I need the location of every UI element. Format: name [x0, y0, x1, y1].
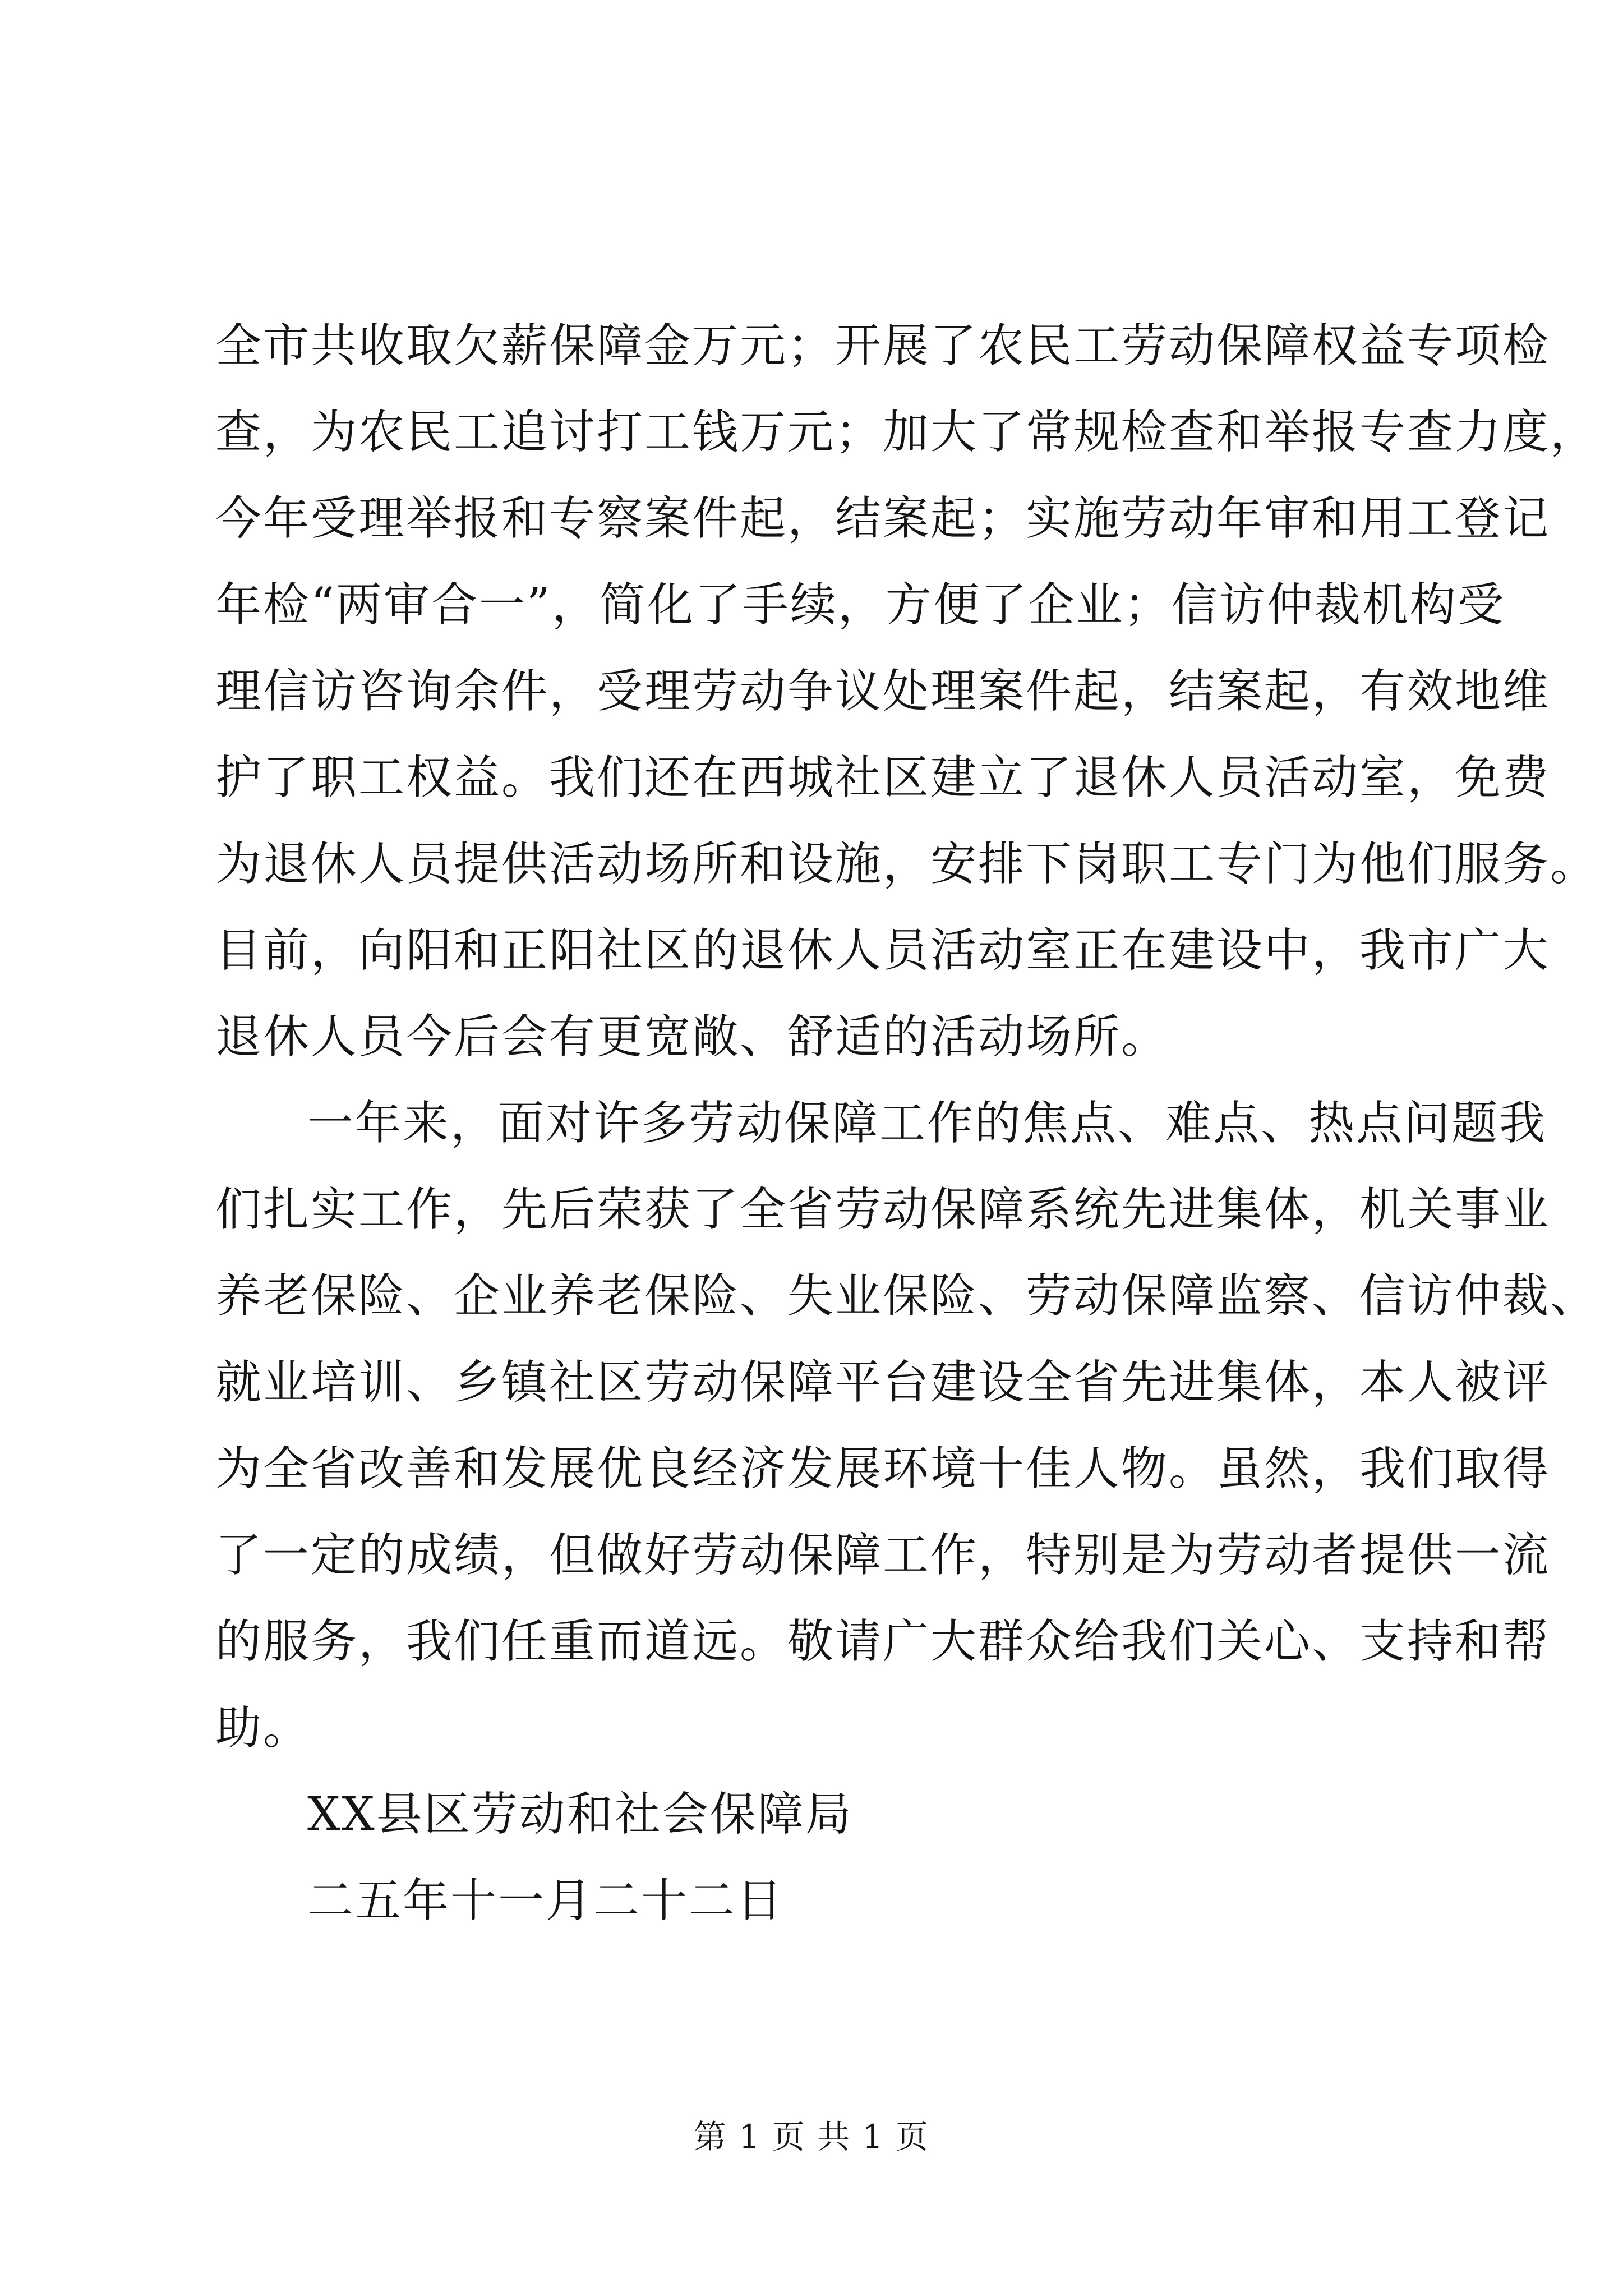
body-line-4: 年检“两审合一”，简化了手续，方便了企业；信访仲裁机构受 — [215, 578, 1505, 632]
body-line-7: 为退休人员提供活动场所和设施，安排下岗职工专门为他们服务。 — [215, 838, 1598, 891]
page-footer — [0, 2110, 1623, 2157]
signature-organization: XX县区劳动和社会保障局 — [307, 1788, 853, 1841]
body-line-15: 了一定的成绩，但做好劳动保障工作，特别是为劳动者提供一流 — [215, 1529, 1551, 1582]
body-line-1: 全市共收取欠薪保障金万元；开展了农民工劳动保障权益专项检 — [215, 319, 1551, 372]
body-line-9: 退休人员今后会有更宽敞、舒适的活动场所。 — [215, 1010, 1169, 1064]
body-line-6: 护了职工权益。我们还在西城社区建立了退休人员活动室，免费 — [215, 751, 1551, 804]
body-line-3: 今年受理举报和专察案件起，结案起；实施劳动年审和用工登记 — [215, 492, 1551, 545]
body-line-5: 理信访咨询余件，受理劳动争议处理案件起，结案起，有效地维 — [215, 665, 1551, 718]
body-line-17: 助。 — [215, 1701, 311, 1755]
document-body — [215, 303, 1598, 1944]
body-line-14: 为全省改善和发展优良经济发展环境十佳人物。虽然，我们取得 — [215, 1442, 1551, 1496]
body-line-8: 目前，向阳和正阳社区的退休人员活动室正在建设中，我市广大 — [215, 924, 1551, 977]
page-number-label: 第 1 页 共 1 页 — [694, 2118, 929, 2156]
body-line-10: 一年来，面对许多劳动保障工作的焦点、难点、热点问题我 — [307, 1097, 1547, 1150]
body-line-13: 就业培训、乡镇社区劳动保障平台建设全省先进集体，本人被评 — [215, 1356, 1551, 1409]
body-line-11: 们扎实工作，先后荣获了全省劳动保障系统先进集体，机关事业 — [215, 1183, 1551, 1236]
body-line-2: 查，为农民工追讨打工钱万元；加大了常规检查和举报专查力度， — [215, 406, 1598, 459]
body-line-12: 养老保险、企业养老保险、失业保险、劳动保障监察、信访仲裁、 — [215, 1269, 1598, 1323]
signature-date: 二五年十一月二十二日 — [307, 1874, 785, 1927]
body-line-16: 的服务，我们任重而道远。敬请广大群众给我们关心、支持和帮 — [215, 1615, 1551, 1668]
